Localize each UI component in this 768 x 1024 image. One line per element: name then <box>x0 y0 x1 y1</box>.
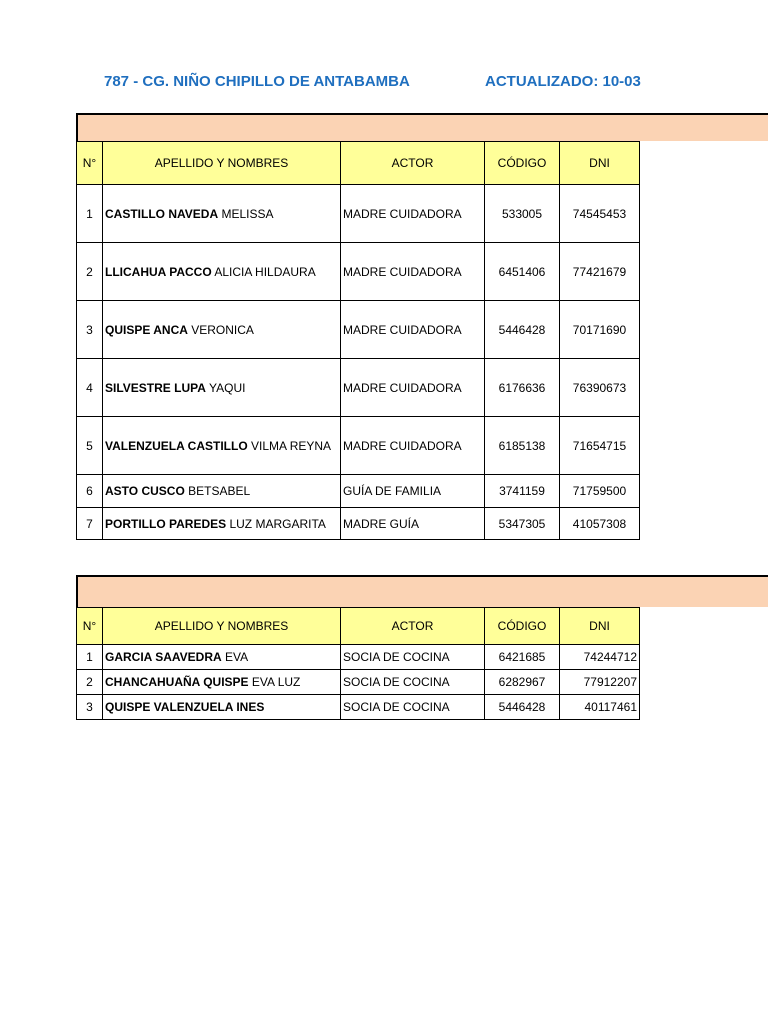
row-dni: 71654715 <box>560 417 640 475</box>
row-code: 533005 <box>485 185 560 243</box>
row-name <box>103 475 341 508</box>
row-surname: SILVESTRE LUPA <box>105 380 206 395</box>
row-given-name: EVA <box>221 650 249 664</box>
row-number: 7 <box>77 508 103 540</box>
row-surname: CHANCAHUAÑA QUISPE <box>105 675 249 689</box>
row-given-name: VERONICA <box>187 322 254 337</box>
col-header-code: CÓDIGO <box>485 142 560 185</box>
col-header-actor: ACTOR <box>341 608 485 645</box>
row-number: 1 <box>77 185 103 243</box>
row-number: 1 <box>77 645 103 670</box>
table-row <box>77 359 640 417</box>
row-number: 2 <box>77 670 103 695</box>
row-given-name: BETSABEL <box>184 484 251 498</box>
col-header-dni: DNI <box>560 608 640 645</box>
row-dni: 40117461 <box>560 695 640 720</box>
row-surname: ASTO CUSCO <box>105 484 185 498</box>
row-surname: QUISPE VALENZUELA INES <box>105 700 265 714</box>
table-header-row <box>77 142 640 185</box>
row-name <box>103 301 341 359</box>
row-surname: CASTILLO NAVEDA <box>105 206 219 221</box>
row-name <box>103 695 341 720</box>
updated-date: ACTUALIZADO: 10-03 <box>485 73 641 90</box>
col-header-code: CÓDIGO <box>485 608 560 645</box>
row-actor: SOCIA DE COCINA <box>341 695 485 720</box>
table-row <box>77 508 640 540</box>
row-number: 2 <box>77 243 103 301</box>
row-number: 4 <box>77 359 103 417</box>
row-code: 5347305 <box>485 508 560 540</box>
row-number: 3 <box>77 301 103 359</box>
row-dni: 70171690 <box>560 301 640 359</box>
col-header-n: N° <box>77 142 103 185</box>
row-actor: MADRE CUIDADORA <box>341 243 485 301</box>
table-row <box>77 301 640 359</box>
col-header-dni: DNI <box>560 142 640 185</box>
row-dni: 76390673 <box>560 359 640 417</box>
row-dni: 74545453 <box>560 185 640 243</box>
row-code: 5446428 <box>485 301 560 359</box>
table-header-row <box>77 608 640 645</box>
row-code: 6282967 <box>485 670 560 695</box>
row-name <box>103 185 341 243</box>
row-code: 6451406 <box>485 243 560 301</box>
col-header-name: APELLIDO Y NOMBRES <box>103 608 341 645</box>
row-code: 5446428 <box>485 695 560 720</box>
row-surname: QUISPE ANCA <box>105 322 188 337</box>
row-number: 5 <box>77 417 103 475</box>
row-actor: MADRE CUIDADORA <box>341 359 485 417</box>
row-actor: MADRE CUIDADORA <box>341 301 485 359</box>
row-surname: PORTILLO PAREDES <box>105 516 227 531</box>
row-given-name: MELISSA <box>218 206 274 221</box>
row-given-name: YAQUI <box>205 380 246 395</box>
row-name <box>103 670 341 695</box>
row-surname: LLICAHUA PACCO <box>105 264 212 279</box>
row-code: 3741159 <box>485 475 560 508</box>
row-dni: 41057308 <box>560 508 640 540</box>
row-actor: MADRE CUIDADORA <box>341 417 485 475</box>
table-row <box>77 670 640 695</box>
table-madres <box>76 141 640 540</box>
row-dni: 77421679 <box>560 243 640 301</box>
section-band-1 <box>76 113 768 141</box>
row-given-name: VILMA REYNA <box>247 438 332 453</box>
page-title: 787 - CG. NIÑO CHIPILLO DE ANTABAMBA <box>104 73 410 90</box>
row-name <box>103 645 341 670</box>
row-actor: MADRE GUÍA <box>341 508 485 540</box>
row-given-name: ALICIA HILDAURA <box>211 264 316 279</box>
table-row <box>77 695 640 720</box>
row-dni: 71759500 <box>560 475 640 508</box>
row-number: 3 <box>77 695 103 720</box>
row-actor: GUÍA DE FAMILIA <box>341 475 485 508</box>
table-row <box>77 475 640 508</box>
row-code: 6421685 <box>485 645 560 670</box>
table-row <box>77 645 640 670</box>
row-actor: SOCIA DE COCINA <box>341 645 485 670</box>
row-name <box>103 359 341 417</box>
row-name <box>103 508 341 540</box>
row-actor: SOCIA DE COCINA <box>341 670 485 695</box>
row-name <box>103 243 341 301</box>
row-code: 6185138 <box>485 417 560 475</box>
row-given-name: EVA LUZ <box>248 675 301 689</box>
row-dni: 77912207 <box>560 670 640 695</box>
row-surname: GARCIA SAAVEDRA <box>105 650 222 664</box>
col-header-name: APELLIDO Y NOMBRES <box>103 142 341 185</box>
row-given-name: LUZ MARGARITA <box>226 516 326 531</box>
table-row <box>77 417 640 475</box>
col-header-actor: ACTOR <box>341 142 485 185</box>
row-code: 6176636 <box>485 359 560 417</box>
table-socias <box>76 607 640 720</box>
table-row <box>77 243 640 301</box>
row-surname: VALENZUELA CASTILLO <box>105 438 248 453</box>
row-actor: MADRE CUIDADORA <box>341 185 485 243</box>
row-dni: 74244712 <box>560 645 640 670</box>
row-name <box>103 417 341 475</box>
section-band-2 <box>76 575 768 607</box>
col-header-n: N° <box>77 608 103 645</box>
row-number: 6 <box>77 475 103 508</box>
table-row <box>77 185 640 243</box>
